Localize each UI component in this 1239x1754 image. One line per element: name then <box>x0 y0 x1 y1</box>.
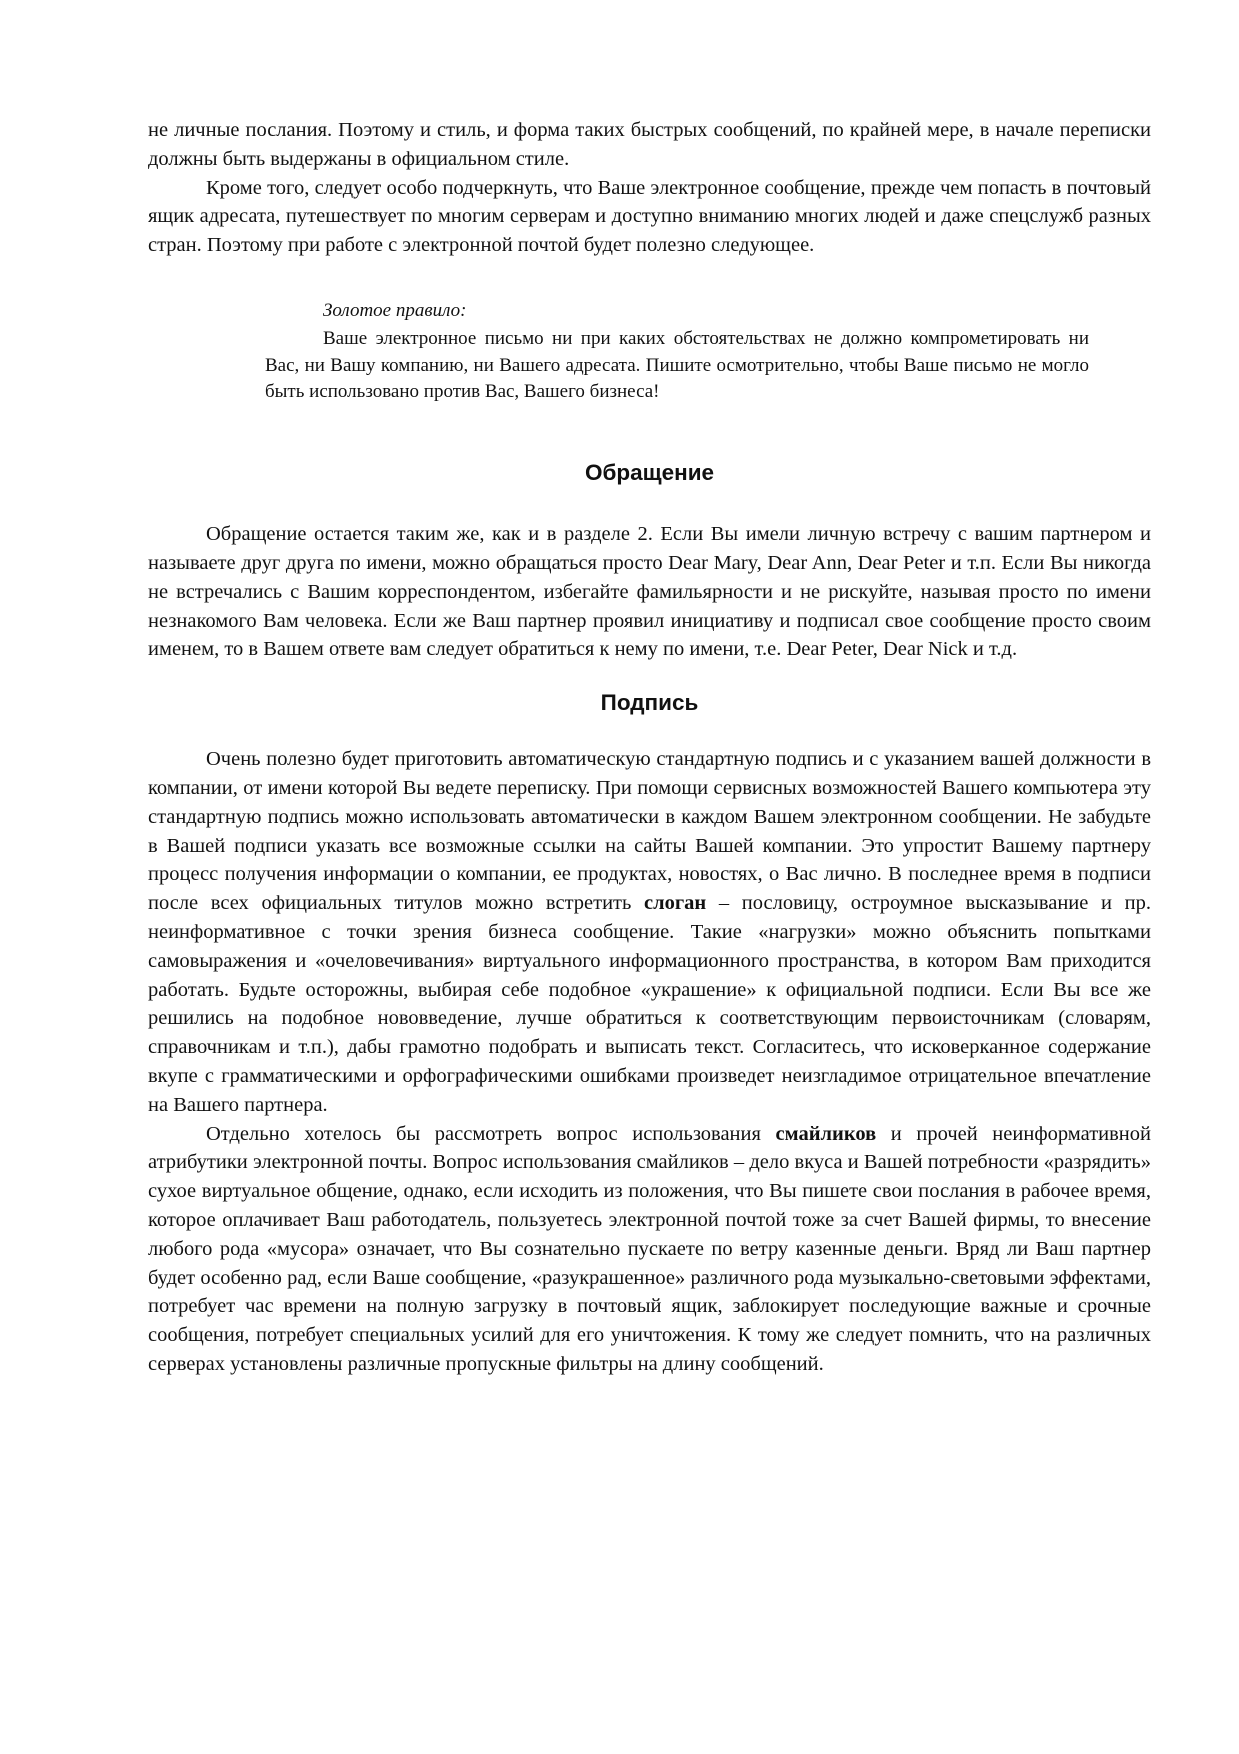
text-run: – пословицу, остроумное высказывание и пр. неинформативное с точки зрения бизнеса сообщение. Такие «нагрузки» можно объяснить попытками самовыражения и «очеловечивания» виртуального информационного пространства, в котором Вам приходится работать. Будьте осторожны, выбирая себе подобное «украшение» к официальной подписи. Если Вы все же решились на подобное нововведение, лучше обратиться к соответствующим первоисточникам (словарям, справочникам и т.п.), дабы грамотно подобрать и выписать текст. Согласитесь, что исковерканное содержание вкупе с грамматическими и орфографическими ошибками произведет неизгладимое отрицательное впечатление на Вашего партнера. <box>148 892 1151 1116</box>
section-heading-address: Обращение <box>584 460 715 486</box>
intro-paragraph-continuation: не личные послания. Поэтому и стиль, и форма таких быстрых сообщений, по крайней мере, в начале переписки должны быть выдержаны в официальном стиле. <box>148 119 1151 170</box>
golden-rule-block <box>265 298 1089 405</box>
text-run: и прочей неинформативной атрибутики электронной почты. Вопрос использования смайликов – дело вкуса и Вашей потребности «разрядить» сухое виртуальное общение, однако, если исходить из положения, что Вы пишете свои послания в рабочее время, которое оплачивает Ваш работодатель, пользуетесь электронной почтой тоже за счет Вашей фирмы, то внесение любого рода «мусора» означает, что Вы сознательно пускаете по ветру казенные деньги. Вряд ли Ваш партнер будет особенно рад, если Ваше сообщение, «разукрашенное» различного рода музыкально-световыми эффектами, потребует час времени на полную загрузку в почтовый ящик, заблокирует последующие важные и срочные сообщения, потребует специальных усилий для его уничтожения. К тому же следует помнить, что на различных серверах установлены различные пропускные фильтры на длину сообщений. <box>148 1122 1151 1375</box>
document-page <box>148 116 1151 1379</box>
golden-rule-title: Золотое правило: <box>323 299 467 321</box>
text-run: Отдельно хотелось бы рассмотреть вопрос использования <box>206 1122 776 1145</box>
bold-term-slogan: слоган <box>644 892 707 915</box>
address-paragraph: Обращение остается таким же, как и в разделе 2. Если Вы имели личную встречу с вашим партнером и называете друг друга по имени, можно обращаться просто Dear Mary, Dear Ann, Dear Peter и т.п. Если Вы никогда не встречались с Вашим корреспондентом, избегайте фамильярности и не рискуйте, называя просто по имени незнакомого Вам человека. Если же Ваш партнер проявил инициативу и подписал свое сообщение просто своим именем, то в Вашем ответе вам следует обратиться к нему по имени, т.е. Dear Peter, Dear Nick и т.д. <box>148 523 1151 661</box>
golden-rule-text: Ваше электронное письмо ни при каких обстоятельствах не должно компрометировать ни Вас, ни Вашу компанию, ни Вашего адресата. Пишите осмотрительно, чтобы Ваше письмо не могло быть использовано против Вас, Вашего бизнеса! <box>265 328 1089 402</box>
section-heading-signature: Подпись <box>600 690 699 716</box>
signature-paragraph-2 <box>148 1120 1151 1379</box>
text-run: Очень полезно будет приготовить автоматическую стандартную подпись и с указанием вашей должности в компании, от имени которой Вы ведете переписку. При помощи сервисных возможностей Вашего компьютера эту стандартную подпись можно использовать автоматически в каждом Вашем электронном сообщении. Не забудьте в Вашей подписи указать все возможные ссылки на сайты Вашей компании. Это упростит Вашему партнеру процесс получения информации о компании, ее продуктах, новостях, о Вас лично. В последнее время в подписи после всех официальных титулов можно встретить <box>148 748 1151 915</box>
intro-paragraph-servers: Кроме того, следует особо подчеркнуть, что Ваше электронное сообщение, прежде чем попасть в почтовый ящик адресата, путешествует по многим серверам и доступно вниманию многих людей и даже спецслужб разных стран. Поэтому при работе с электронной почтой будет полезно следующее. <box>148 176 1151 257</box>
signature-paragraph-1 <box>148 745 1151 1119</box>
bold-term-smileys: смайликов <box>775 1122 877 1145</box>
